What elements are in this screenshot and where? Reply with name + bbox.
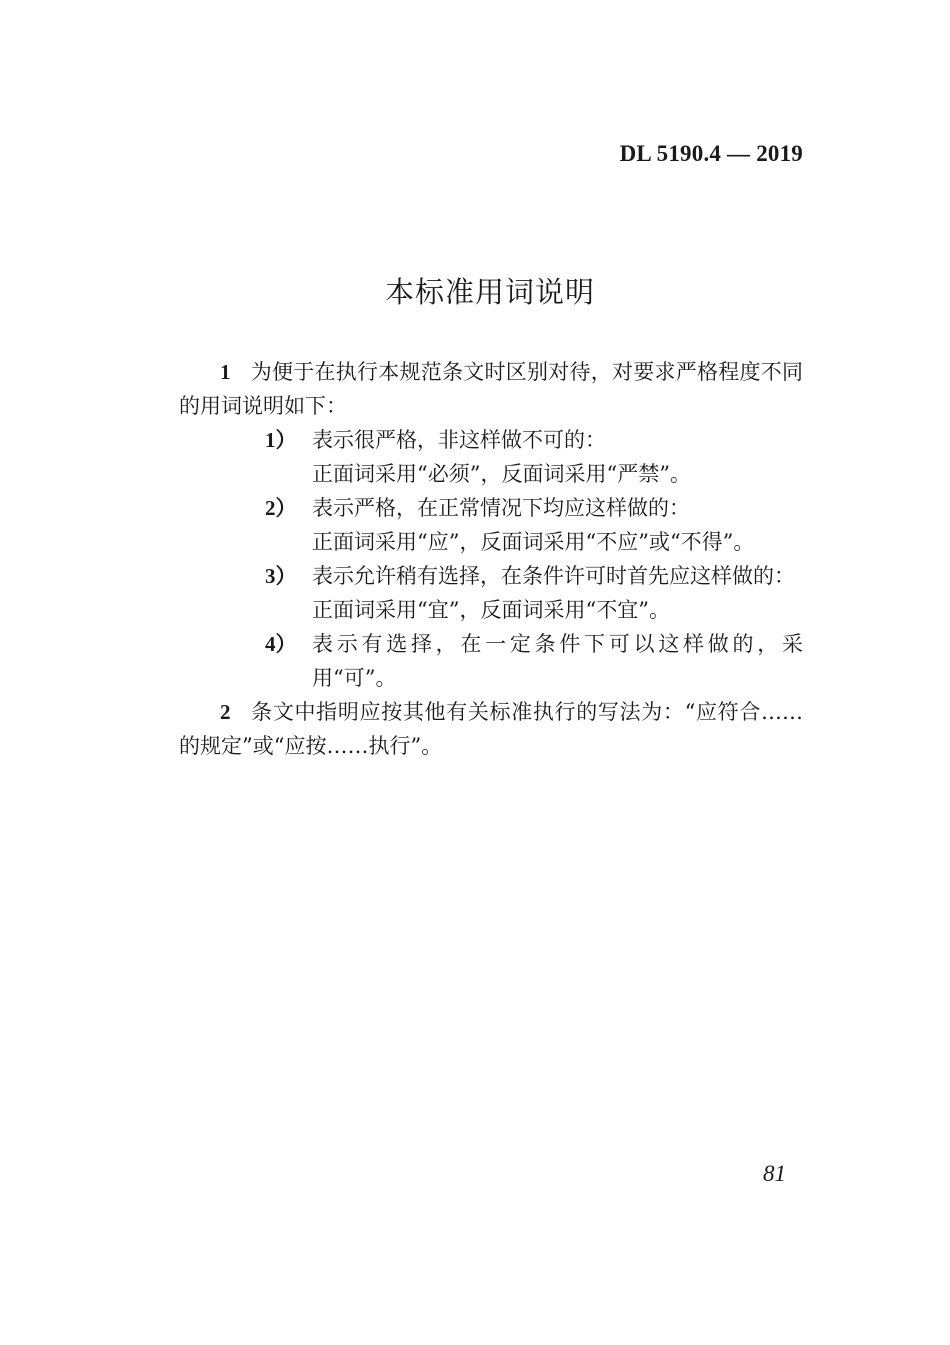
list-item-detail: 正面词采用“应”，反面词采用“不应”或“不得”。 bbox=[312, 530, 755, 554]
page-title: 本标准用词说明 bbox=[384, 275, 595, 309]
list-item-lead: 表示很严格，非这样做不可的： bbox=[312, 428, 606, 452]
list-marker: 2） bbox=[265, 496, 297, 520]
list-marker: 1） bbox=[265, 428, 297, 452]
standard-number: DL 5190.4 — 2019 bbox=[619, 141, 803, 166]
document-body bbox=[179, 355, 803, 763]
list-item-3 bbox=[179, 559, 803, 627]
clause-text: 条文中指明应按其他有关标准执行的写法为：“应符合……的规定”或“应按……执行”。 bbox=[179, 700, 803, 758]
list-item-lead: 表示有选择，在一定条件下可以这样做的，采用“可”。 bbox=[312, 632, 803, 690]
list-marker: 4） bbox=[265, 632, 297, 656]
clause-number: 1 bbox=[220, 360, 231, 384]
list-item-detail: 正面词采用“宜”，反面词采用“不宜”。 bbox=[312, 598, 670, 622]
page-number: 81 bbox=[763, 1161, 786, 1186]
clause-text: 为便于在执行本规范条文时区别对待，对要求严格程度不同的用词说明如下： bbox=[179, 360, 803, 418]
clause-2 bbox=[179, 695, 803, 763]
list-marker: 3） bbox=[265, 564, 297, 588]
list-item-detail: 正面词采用“必须”，反面词采用“严禁”。 bbox=[312, 462, 691, 486]
clause-1 bbox=[179, 355, 803, 423]
list-item-lead: 表示允许稍有选择，在条件许可时首先应这样做的： bbox=[312, 564, 795, 588]
list-item-2 bbox=[179, 491, 803, 559]
list-item-lead: 表示严格，在正常情况下均应这样做的： bbox=[312, 496, 690, 520]
list-item-1 bbox=[179, 423, 803, 491]
clause-number: 2 bbox=[220, 700, 231, 724]
list-item-4 bbox=[179, 627, 803, 695]
